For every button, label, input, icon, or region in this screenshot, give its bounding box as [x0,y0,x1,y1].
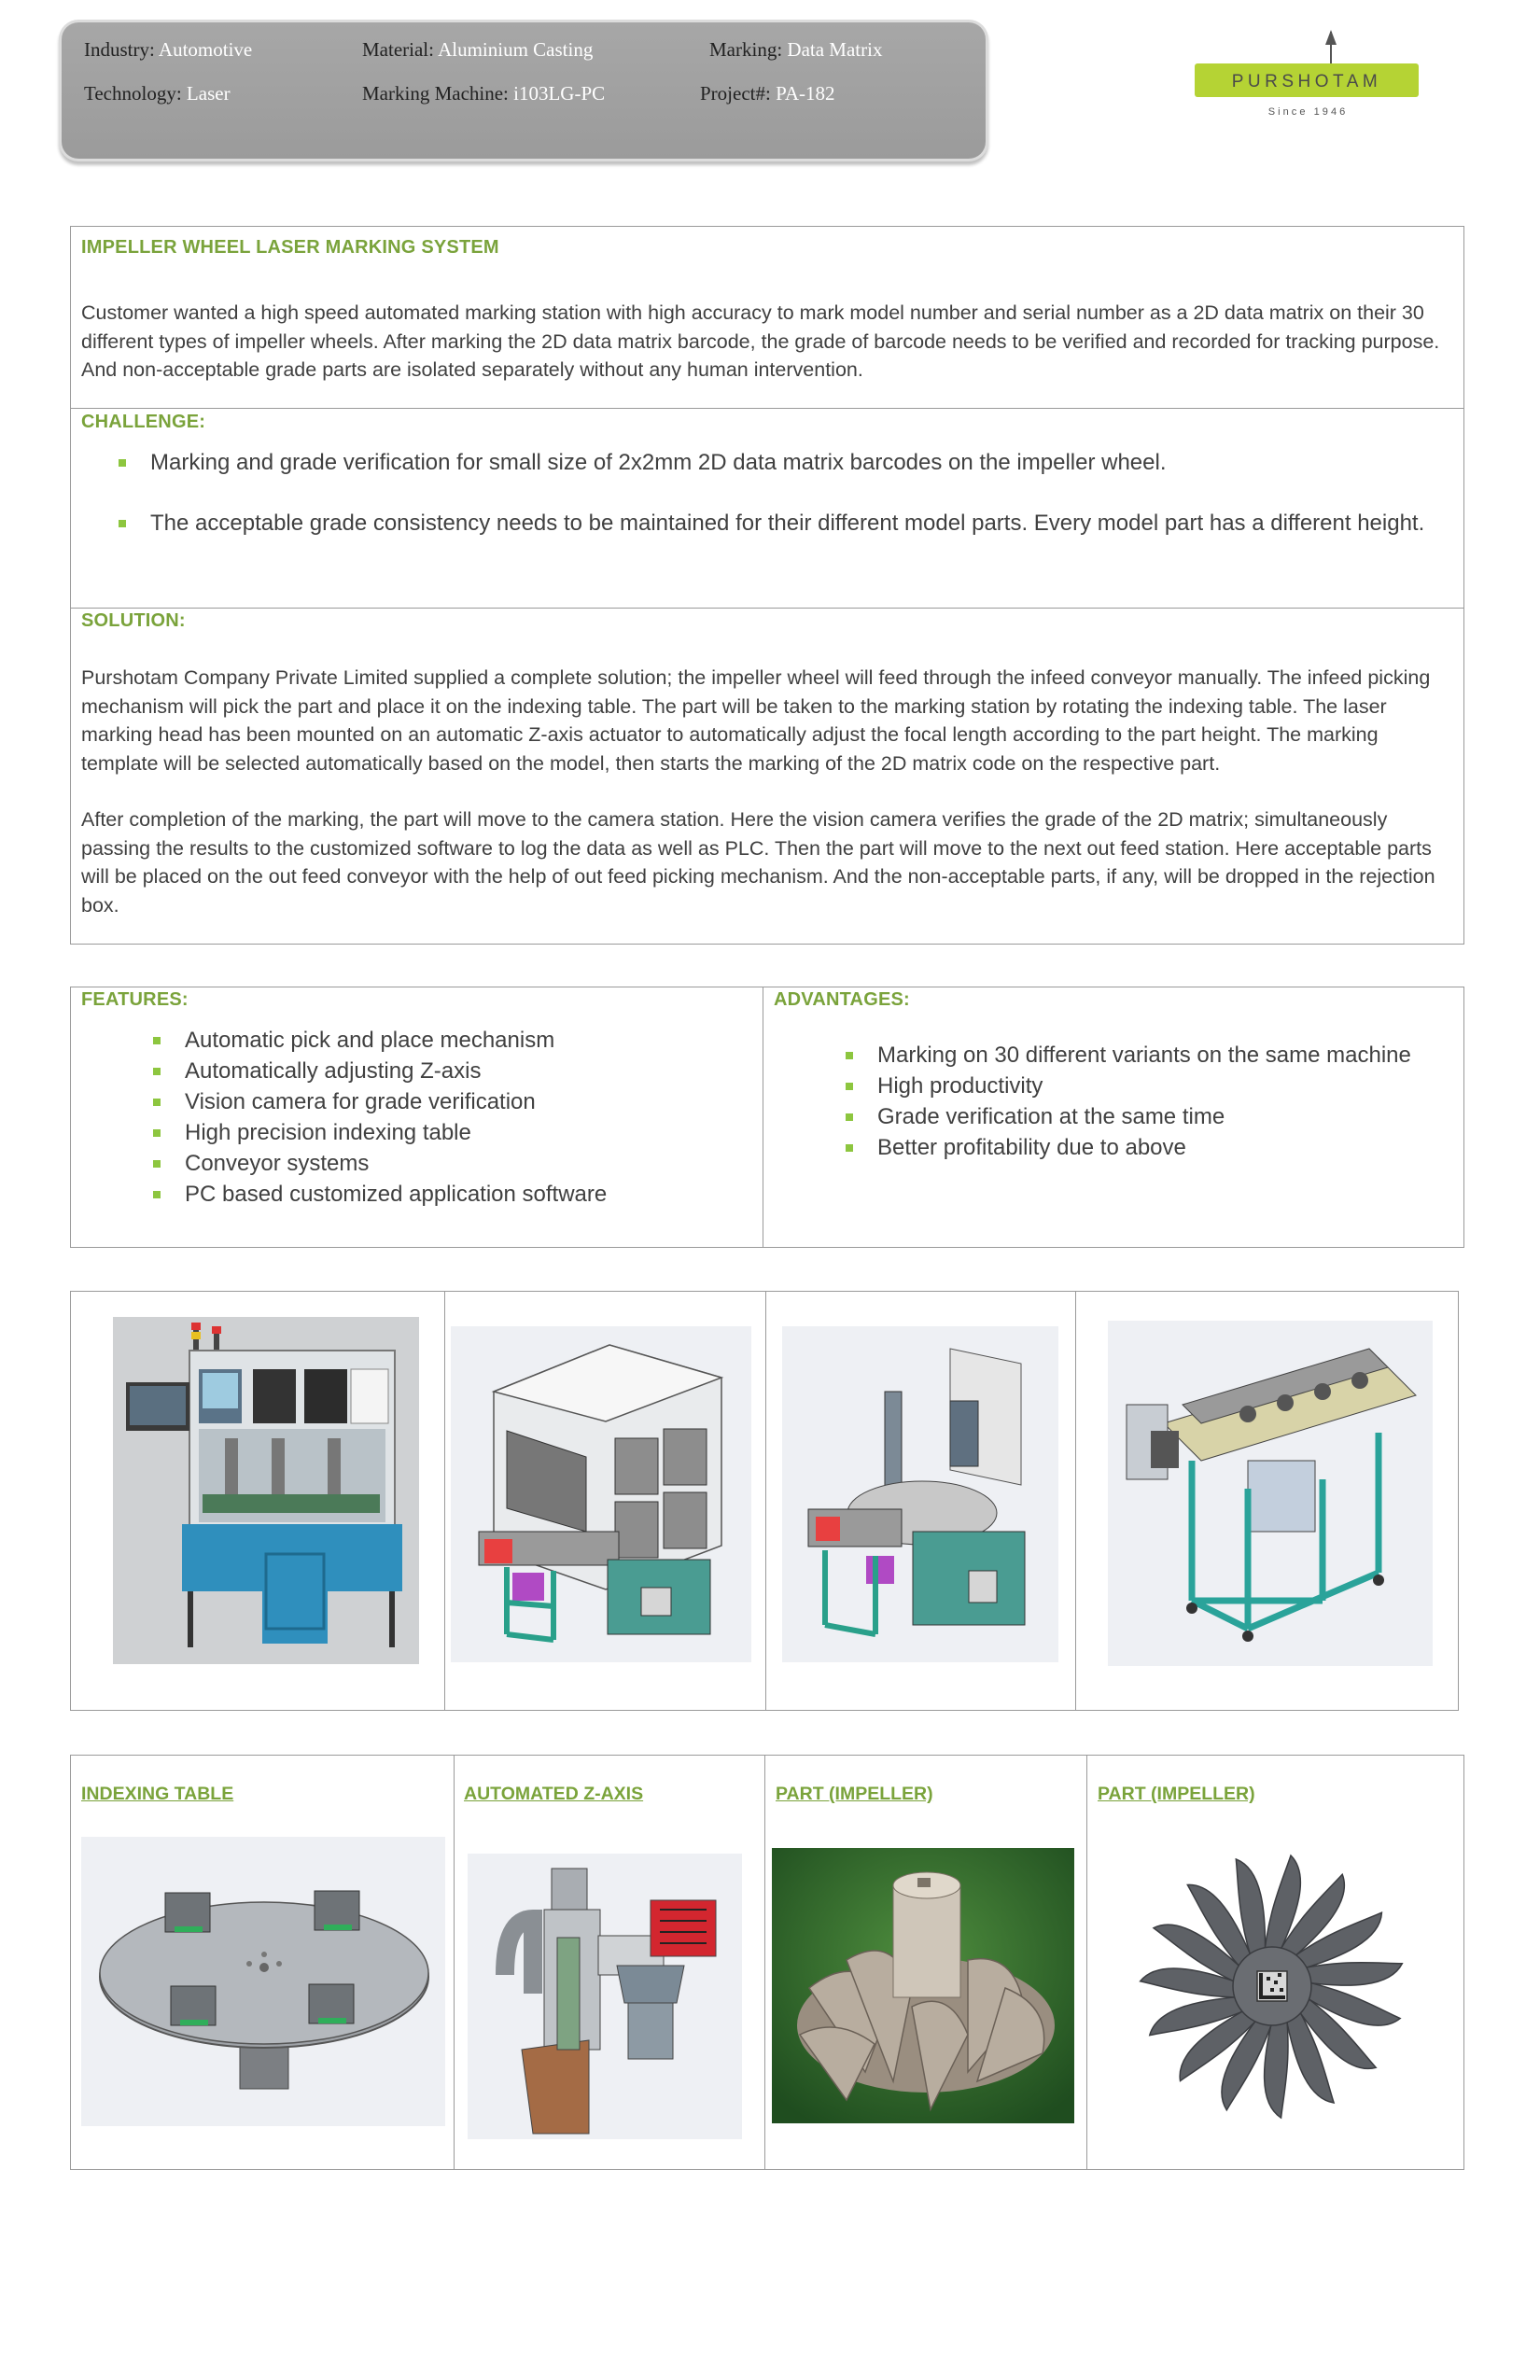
technology-field: Technology: Laser [84,82,231,105]
bullet-icon [846,1083,853,1090]
challenge-list [117,447,1442,568]
bullet-icon [153,1191,161,1198]
bullet-icon [153,1068,161,1075]
caption-part: PART (IMPELLER) [1098,1784,1255,1804]
advantages-list [844,1040,1450,1163]
project-value: PA-182 [776,82,835,105]
marking-field: Marking: Data Matrix [709,38,883,61]
divider [764,1755,765,2170]
solution-text [81,664,1455,947]
divider [454,1755,455,2170]
features-title: FEATURES: [81,989,189,1010]
bullet-icon [846,1113,853,1121]
feature-item: PC based customized application software [151,1179,749,1210]
challenge-title: CHALLENGE: [81,412,206,432]
feature-item: Conveyor systems [151,1148,749,1179]
bullet-icon [119,459,126,467]
machine-value: i103LG-PC [513,82,606,105]
industry-field: Industry: Automotive [84,38,253,61]
feature-item: Vision camera for grade verification [151,1086,749,1117]
divider [1086,1755,1087,2170]
bullet-icon [119,520,126,527]
project-info-panel [62,22,986,159]
bullet-icon [153,1129,161,1137]
intro-text: Customer wanted a high speed automated marking station with high accuracy to mark model number and serial number as a 2D data matrix on their 30 different types of impeller wheels. After marking the 2D data matrix barcode, the grade of barcode needs to be verified and recorded for tracking purpose. And non-acceptable grade parts are isolated separately without any human intervention. [81,301,1440,381]
machine-cad-view-front [451,1326,751,1662]
solution-paragraph: Purshotam Company Private Limited supplied a complete solution; the impeller wheel will feed through the infeed conveyor manually. The infeed picking mechanism will pick the part and place it on the indexing table. The part will be taken to the marking station by rotating the indexing table. The laser marking head has been mounted on an automatic Z-axis actuator to automatically adjust the focal length according to the part height. The marking template will be selected automatically based on the model, then starts the marking of the 2D matrix code on the respective part. [81,666,1431,775]
caption-indexing-table: INDEXING TABLE [81,1784,234,1804]
technology-value: Laser [186,82,231,105]
divider [1075,1291,1076,1711]
solution-paragraph: After completion of the marking, the part will move to the camera station. Here the vision camera verifies the grade of the 2D matrix; simultaneously passing the results to the customized software to log the data as well as PLC. Then the part will move to the next out feed station. Here acceptable parts will be placed on the out feed conveyor with the help of out feed picking mechanism. And the non-acceptable parts, if any, will be dropped in the rejection box. [81,808,1435,917]
bullet-icon [846,1052,853,1059]
advantages-title: ADVANTAGES: [774,989,910,1010]
features-list [151,1025,749,1210]
machine-cad-view-open [782,1326,1058,1662]
challenge-item: Marking and grade verification for small size of 2x2mm 2D data matrix barcodes on the impeller wheel. [117,447,1442,479]
impeller-photo-side [772,1848,1074,2123]
marking-value: Data Matrix [787,38,883,61]
material-value: Aluminium Casting [438,38,594,61]
advantage-item: Better profitability due to above [844,1132,1450,1163]
logo-text: PURSHOTAM [1231,72,1382,91]
advantage-item: Marking on 30 different variants on the same machine [844,1040,1450,1071]
advantage-item: Grade verification at the same time [844,1101,1450,1132]
solution-title: SOLUTION: [81,610,186,631]
intro-title: IMPELLER WHEEL LASER MARKING SYSTEM [81,237,499,258]
conveyor-cad-view [1108,1321,1433,1666]
feature-item: High precision indexing table [151,1117,749,1148]
feature-item: Automatically adjusting Z-axis [151,1056,749,1086]
bullet-icon [153,1099,161,1106]
material-field: Material: Aluminium Casting [362,38,594,61]
bullet-icon [153,1160,161,1168]
industry-value: Automotive [158,38,253,61]
bullet-icon [153,1037,161,1044]
bullet-icon [846,1144,853,1152]
challenge-item: The acceptable grade consistency needs to be maintained for their different model parts. Every model part has a different height. [117,508,1442,539]
caption-part: PART (IMPELLER) [776,1784,933,1804]
logo-tagline: S i n c e 1 9 4 6 [1267,106,1346,118]
machine-field: Marking Machine: i103LG-PC [362,82,606,105]
divider [70,608,1464,609]
divider [444,1291,445,1711]
divider [70,408,1464,409]
advantage-item: High productivity [844,1071,1450,1101]
machine-photo [113,1317,419,1664]
caption-z-axis: AUTOMATED Z-AXIS [464,1784,644,1804]
z-axis-actuator-image [468,1854,742,2139]
purshotam-logo [1185,28,1428,121]
impeller-photo-top [1132,1846,1412,2126]
divider [765,1291,766,1711]
feature-item: Automatic pick and place mechanism [151,1025,749,1056]
indexing-table-image [81,1837,445,2126]
project-field: Project#: PA-182 [700,82,835,105]
